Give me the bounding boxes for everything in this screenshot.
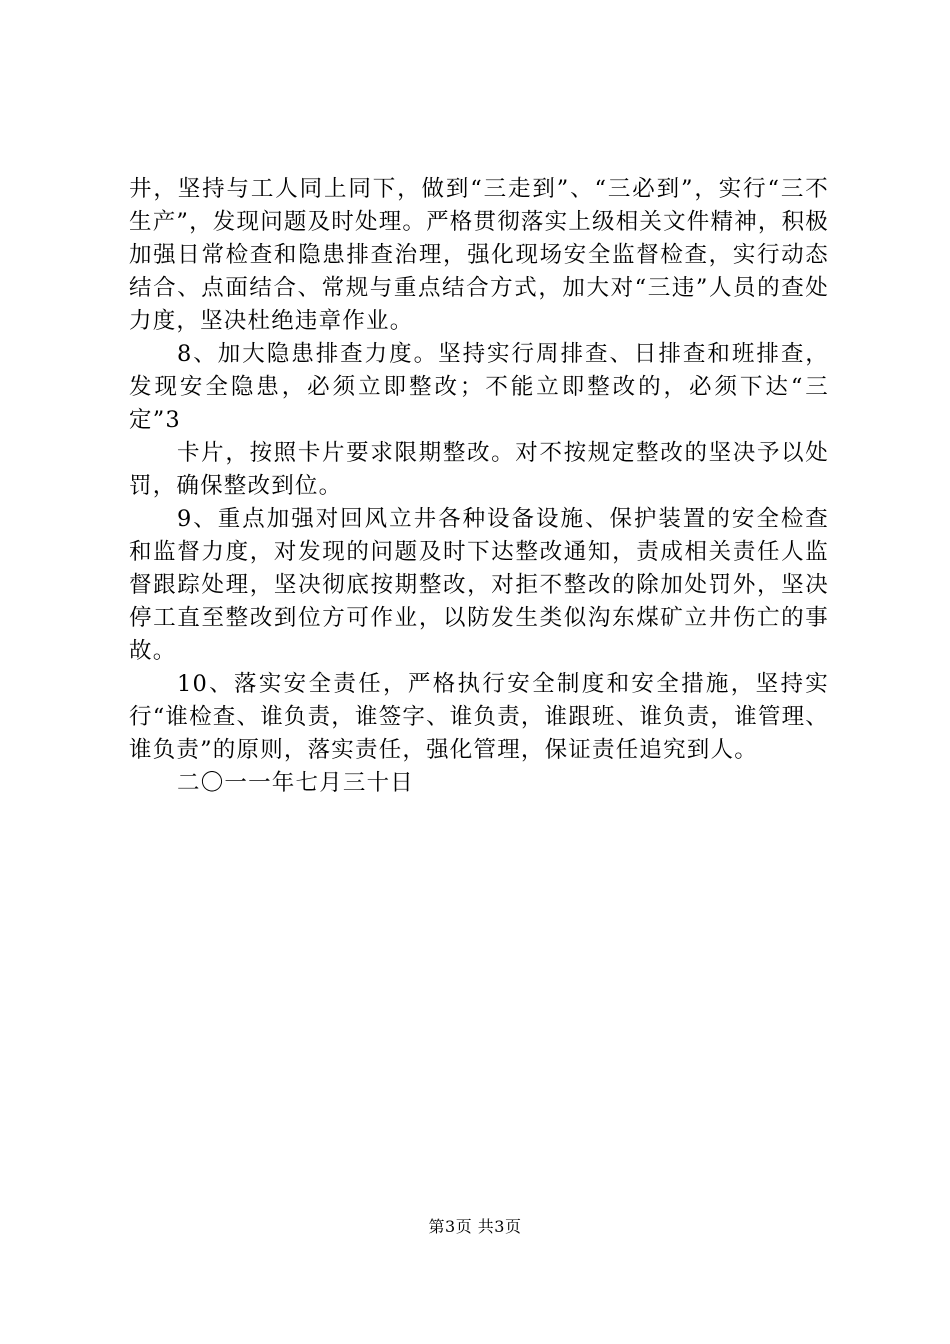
paragraph-item-9: 9、重点加强对回风立井各种设备设施、保护装置的安全检查和监督力度，对发现的问题及时下达整改通知，责成相关责任人监督跟踪处理，坚决彻底按期整改，对拒不整改的除加处罚外，坚决停工直至整改到位方可作业，以防发生类似沟东煤矿立井伤亡的事故。 [129, 506, 829, 664]
paragraph-item-8: 8、加大隐患排查力度。坚持实行周排查、日排查和班排查，发现安全隐患，必须立即整改；不能立即整改的，必须下达“三定”3 [129, 341, 829, 433]
document-date: 二〇一一年七月三十日 [177, 770, 415, 796]
document-body [129, 173, 829, 800]
paragraph-item-10: 10、落实安全责任，严格执行安全制度和安全措施，坚持实行“谁检查、谁负责，谁签字、谁负责，谁跟班、谁负责，谁管理、谁负责”的原则，落实责任，强化管理，保证责任追究到人。 [129, 671, 830, 763]
paragraph-item-8-continued: 卡片，按照卡片要求限期整改。对不按规定整改的坚决予以处罚，确保整改到位。 [129, 440, 829, 499]
paragraph-continuation: 井，坚持与工人同上同下，做到“三走到”、“三必到”，实行“三不生产”，发现问题及时处理。严格贯彻落实上级相关文件精神，积极加强日常检查和隐患排查治理，强化现场安全监督检查，实行动态结合、点面结合、常规与重点结合方式，加大对“三违”人员的查处力度，坚决杜绝违章作业。 [129, 176, 830, 334]
page-footer: 第3页 共3页 [428, 1217, 522, 1236]
